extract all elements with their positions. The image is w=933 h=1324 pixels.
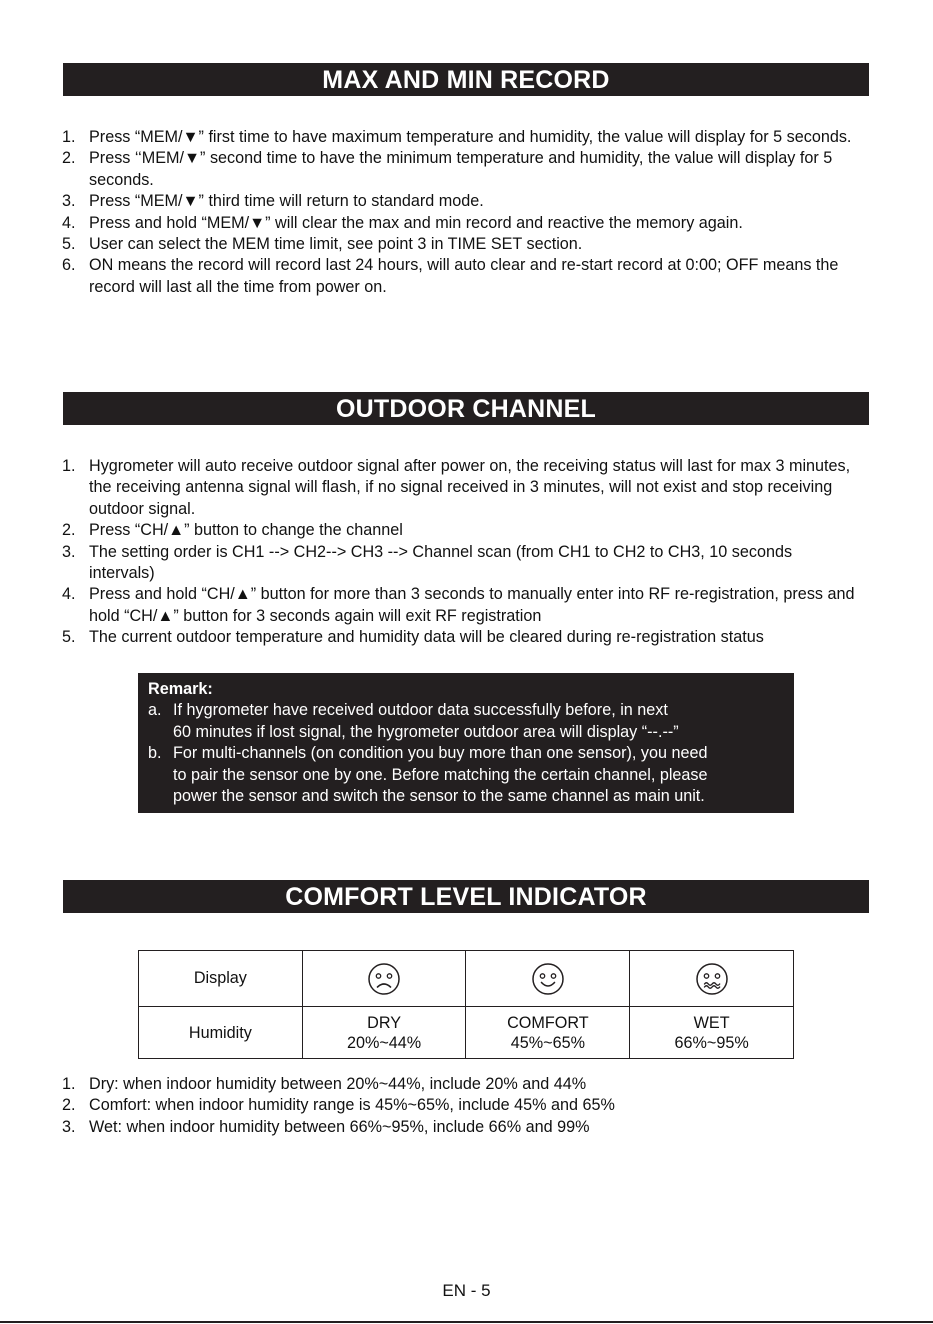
level-name: WET [693, 1013, 730, 1032]
smile-face-icon [531, 962, 565, 996]
remark-line: to pair the sensor one by one. Before matching the certain channel, please [173, 765, 708, 784]
level-name: COMFORT [507, 1013, 589, 1032]
table-cell [466, 951, 630, 1007]
remark-line: For multi-channels (on condition you buy more than one sensor), you need [173, 744, 708, 763]
section-header-outdoor-channel: OUTDOOR CHANNEL [63, 392, 869, 425]
item-number: 5. [62, 235, 76, 254]
remark-line: 60 minutes if lost signal, the hygrometer outdoor area will display “--.--” [173, 722, 679, 741]
row-label-humidity: Humidity [139, 1007, 303, 1059]
item-text: Press and hold “CH/▲” button for more than 3 seconds to manually enter into RF re-registration, press and hold “CH/▲” button for 3 seconds again will exit RF registration [89, 585, 855, 625]
section-header-max-min: MAX AND MIN RECORD [63, 63, 869, 96]
sad-face-icon [367, 962, 401, 996]
remark-box [138, 673, 794, 813]
item-text: Dry: when indoor humidity between 20%~44%, include 20% and 44% [89, 1075, 587, 1093]
item-number: 1. [62, 457, 76, 475]
section-header-comfort-level: COMFORT LEVEL INDICATOR [63, 880, 869, 913]
item-text: The current outdoor temperature and humidity data will be cleared during re-registration status [89, 628, 764, 647]
list-item [62, 584, 862, 627]
table-cell [630, 951, 794, 1007]
item-text: Comfort: when indoor humidity range is 45%~65%, include 45% and 65% [89, 1096, 615, 1115]
item-number: 1. [62, 128, 76, 146]
list-item [62, 520, 862, 541]
list-item [62, 1095, 862, 1116]
wavy-face-icon [695, 962, 729, 996]
page-bottom-rule [0, 1321, 933, 1323]
item-number: 5. [62, 628, 76, 647]
item-text: ON means the record will record last 24 hours, will auto clear and re-start record at 0:00; OFF means the record will last all the time from power on. [89, 256, 839, 296]
table-cell [466, 1007, 630, 1059]
table-cell [302, 951, 466, 1007]
item-number: 3. [62, 1117, 76, 1136]
outdoor-channel-list [62, 456, 862, 649]
table-row [139, 951, 794, 1007]
remark-item [148, 700, 784, 743]
item-number: 2. [62, 1096, 76, 1115]
max-min-list [62, 127, 862, 298]
list-item [62, 191, 862, 212]
item-text: Wet: when indoor humidity between 66%~95%, include 66% and 99% [89, 1117, 590, 1136]
item-number: 6. [62, 256, 76, 275]
item-text: Press “CH/▲” button to change the channel [89, 521, 403, 540]
remark-title: Remark: [148, 680, 213, 698]
table-row [139, 1007, 794, 1059]
row-label-display: Display [139, 951, 303, 1007]
item-text: The setting order is CH1 --> CH2--> CH3 --> Channel scan (from CH1 to CH2 to CH3, 10 seconds intervals) [89, 542, 793, 583]
level-range: 45%~65% [510, 1033, 585, 1052]
item-number: 1. [62, 1075, 76, 1093]
level-range: 20%~44% [346, 1033, 422, 1052]
page-number: EN - 5 [442, 1281, 491, 1300]
item-text: Press ‘‘MEM/▼” second time to have the minimum temperature and humidity, the value will display for 5 seconds. [89, 149, 833, 189]
list-item [62, 1117, 862, 1138]
table-cell [302, 1007, 466, 1059]
item-number: b. [148, 744, 162, 763]
item-number: 2. [62, 149, 76, 168]
list-item [62, 456, 862, 520]
list-item [62, 255, 862, 298]
item-number: 3. [62, 192, 76, 211]
item-text: Press and hold “MEM/▼” will clear the max and min record and reactive the memory again. [89, 213, 743, 232]
item-text: Hygrometer will auto receive outdoor signal after power on, the receiving status will last for max 3 minutes, the receiving antenna signal will flash, if no signal received in 3 minutes, will not exist and stop receiving outdoor signal. [89, 457, 851, 518]
item-text: Press “MEM/▼” first time to have maximum temperature and humidity, the value will display for 5 seconds. [89, 128, 852, 146]
item-number: 4. [62, 585, 76, 604]
comfort-level-table [138, 950, 794, 1059]
remark-item [148, 743, 784, 807]
list-item [62, 148, 862, 191]
item-number: 2. [62, 521, 76, 540]
remark-line: power the sensor and switch the sensor to the same channel as main unit. [173, 787, 705, 806]
list-item [62, 213, 862, 234]
list-item [62, 542, 862, 585]
item-number: 3. [62, 542, 76, 561]
item-text: Press “MEM/▼” third time will return to standard mode. [89, 192, 484, 211]
comfort-level-list [62, 1074, 862, 1138]
item-number: 4. [62, 213, 76, 232]
item-number: a. [148, 701, 162, 720]
item-text: User can select the MEM time limit, see point 3 in TIME SET section. [89, 235, 583, 254]
list-item [62, 234, 862, 255]
list-item [62, 127, 862, 148]
level-name: DRY [367, 1013, 402, 1032]
table-cell [630, 1007, 794, 1059]
list-item [62, 627, 862, 648]
level-range: 66%~95% [674, 1033, 749, 1052]
remark-line: If hygrometer have received outdoor data successfully before, in next [173, 701, 668, 720]
list-item [62, 1074, 862, 1095]
